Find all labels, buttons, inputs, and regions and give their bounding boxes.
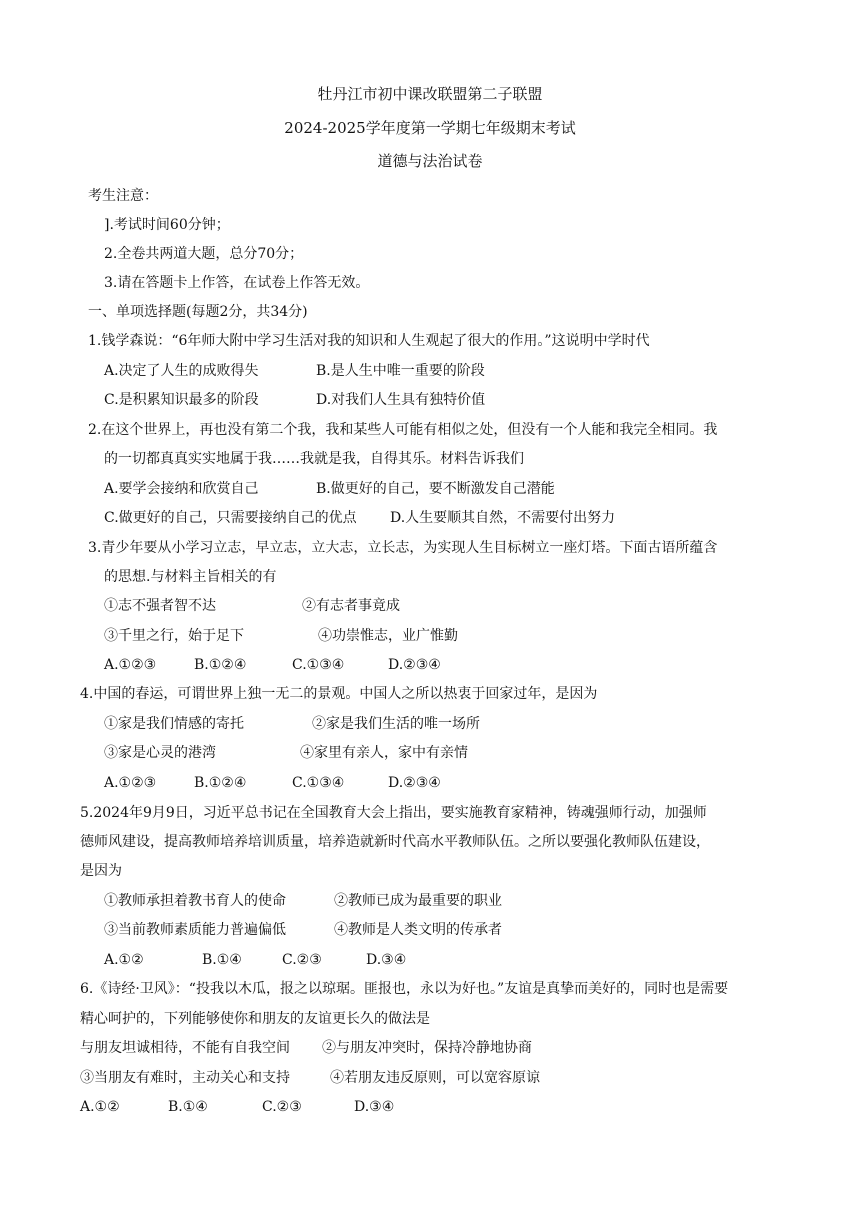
question-stem: 4.中国的春运，可谓世界上独一无二的景观。中国人之所以热衷于回家过年，是因为 <box>80 686 598 702</box>
question-option: C.是积累知识最多的阶段 <box>104 392 259 408</box>
question-option: C.②③ <box>262 1099 302 1115</box>
notice-item: ].考试时间60分钟； <box>104 217 230 233</box>
question-option: D.③④ <box>366 952 407 968</box>
question-item: ①教师承担着教书育人的使命 <box>104 893 286 909</box>
question-stem: 5.2024年9月9日，习近平总书记在全国教育大会上指出，要实施教育家精神，铸魂强师行动，加强师 <box>80 805 707 821</box>
question-stem: 是因为 <box>80 863 122 879</box>
question-option: C.做更好的自己，只需要接纳自己的优点 <box>104 510 357 526</box>
question-item: ②有志者事竟成 <box>302 598 400 614</box>
question-option: A.决定了人生的成败得失 <box>104 363 259 379</box>
question-stem: 3.青少年要从小学习立志，早立志，立大志，立长志，为实现人生目标树立一座灯塔。下面古语所蕴含 <box>88 540 718 556</box>
notice-item: 2.全卷共两道大题，总分70分； <box>104 246 304 262</box>
question-option: B.①④ <box>168 1099 208 1115</box>
question-option: B.做更好的自己，要不断激发自己潜能 <box>316 481 555 497</box>
question-option: A.要学会接纳和欣赏自己 <box>104 481 259 497</box>
question-item: ②与朋友冲突时，保持冷静地协商 <box>322 1040 532 1056</box>
question-option: D.人生要顺其自然，不需要付出努力 <box>390 510 616 526</box>
question-option: B.①②④ <box>194 657 247 673</box>
section-heading: 一、单项选择题(每题2分，共34分) <box>88 304 308 320</box>
notice-heading: 考生注意： <box>88 188 158 204</box>
question-option: A.①②③ <box>104 657 157 673</box>
exam-title-subject: 道德与法治试卷 <box>377 152 483 170</box>
question-stem: 6.《诗经·卫风》：“投我以木瓜，报之以琼琚。匪报也，永以为好也。”友谊是真挚而美好的，同时也是需要 <box>80 981 729 997</box>
question-stem: 德师风建设，提高教师培养培训质量，培养造就新时代高水平教师队伍。之所以要强化教师队伍建设， <box>80 834 710 850</box>
question-item: ②家是我们生活的唯一场所 <box>312 716 480 732</box>
question-option: D.对我们人生具有独特价值 <box>316 392 486 408</box>
question-option: A.①② <box>80 1099 120 1115</box>
question-option: B.①④ <box>202 952 242 968</box>
question-option: D.②③④ <box>388 657 441 673</box>
question-option: A.①② <box>104 952 144 968</box>
question-stem: 的一切都真真实实地属于我……我就是我，自得其乐。材料告诉我们 <box>104 451 524 467</box>
question-item: ④教师是人类文明的传承者 <box>334 922 502 938</box>
question-item: 与朋友坦诚相待，不能有自我空间 <box>80 1040 290 1056</box>
exam-title-union: 牡丹江市初中课改联盟第二子联盟 <box>317 85 543 103</box>
question-item: ④家里有亲人，家中有亲情 <box>300 745 468 761</box>
question-item: ④若朋友违反原则，可以宽容原谅 <box>330 1070 540 1086</box>
question-option: D.③④ <box>354 1099 395 1115</box>
question-option: C.①③④ <box>292 775 345 791</box>
exam-title-term: 2024-2025学年度第一学期七年级期末考试 <box>284 119 576 137</box>
question-item: ③当朋友有难时，主动关心和支持 <box>80 1070 290 1086</box>
question-stem: 1.钱学森说：“6年师大附中学习生活对我的知识和人生观起了很大的作用。”这说明中学时代 <box>88 333 650 349</box>
question-item: ④功崇惟志，业广惟勤 <box>318 628 458 644</box>
question-item: ③当前教师素质能力普遍偏低 <box>104 922 286 938</box>
question-option: A.①②③ <box>104 775 157 791</box>
question-item: ③千里之行，始于足下 <box>104 628 244 644</box>
question-item: ③家是心灵的港湾 <box>104 745 216 761</box>
question-option: D.②③④ <box>388 775 441 791</box>
question-option: C.①③④ <box>292 657 345 673</box>
question-stem: 2.在这个世界上，再也没有第二个我，我和某些人可能有相似之处，但没有一个人能和我完全相同。我 <box>88 422 718 438</box>
question-stem: 的思想.与材料主旨相关的有 <box>104 569 277 585</box>
question-stem: 精心呵护的，下列能够使你和朋友的友谊更长久的做法是 <box>80 1011 430 1027</box>
question-item: ①志不强者智不达 <box>104 598 216 614</box>
question-option: C.②③ <box>282 952 322 968</box>
question-item: ②教师已成为最重要的职业 <box>334 893 502 909</box>
notice-item: 3.请在答题卡上作答，在试卷上作答无效。 <box>104 275 370 291</box>
question-option: B.①②④ <box>194 775 247 791</box>
question-option: B.是人生中唯一重要的阶段 <box>316 363 485 379</box>
question-item: ①家是我们情感的寄托 <box>104 716 244 732</box>
